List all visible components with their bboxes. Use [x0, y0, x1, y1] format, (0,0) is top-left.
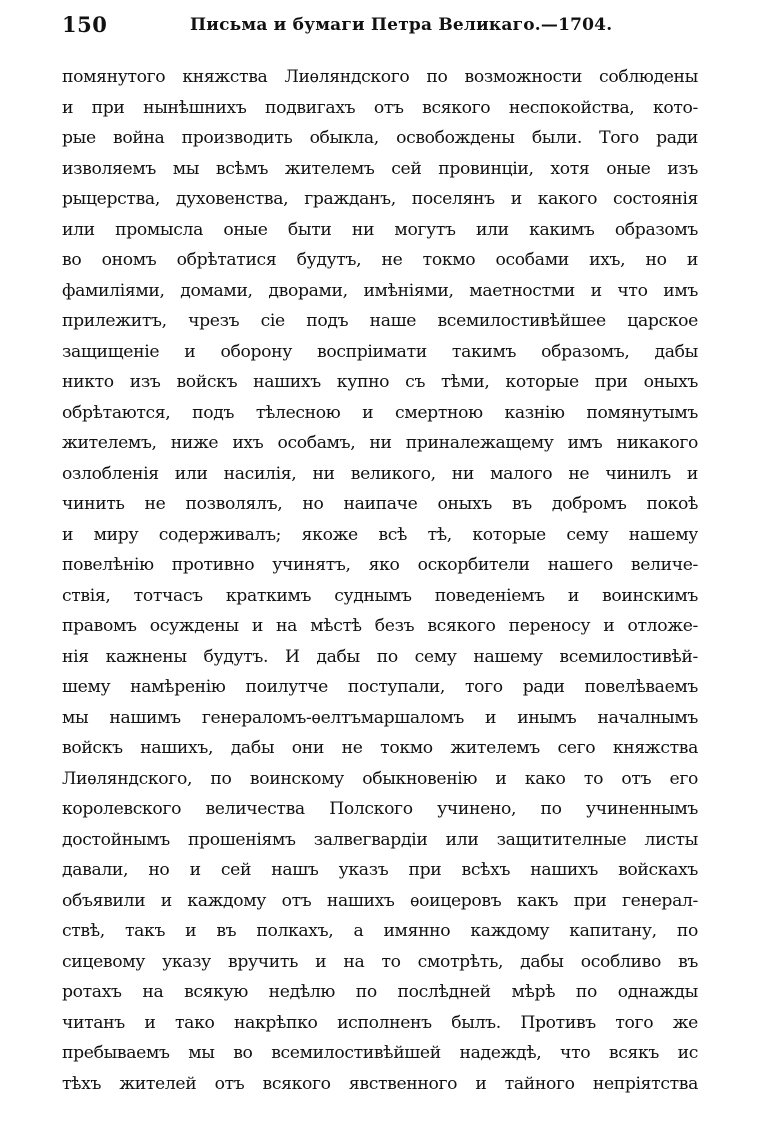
text-line: прилежитъ, чрезъ сіе подъ наше всемилостивѣйшее царское: [62, 311, 698, 331]
text-line: и при нынѣшнихъ подвигахъ отъ всякого неспокойства, кото-: [62, 97, 698, 118]
text-line: читанъ и тако накрѣпко исполненъ былъ. Противъ того же: [62, 1012, 698, 1033]
text-line: объявили и каждому отъ нашихъ ѳоицеровъ какъ при генерал-: [62, 890, 698, 911]
text-line: обрѣтаются, подъ тѣлесною и смертною казнію помянутымъ: [62, 402, 698, 423]
text-line: изволяемъ мы всѣмъ жителемъ сей провинціи, хотя оные изъ: [62, 158, 698, 179]
running-title: Письма и бумаги Петра Великаго.—1704.: [190, 15, 613, 35]
text-line: Лиѳляндского, по воинскому обыкновенію и како то отъ его: [62, 768, 698, 789]
body-text: [62, 62, 698, 1099]
text-line: достойнымъ прошеніямъ залвегвардіи или защитителные листы: [62, 829, 698, 850]
text-line: во ономъ обрѣтатися будутъ, не токмо особами ихъ, но и: [62, 250, 698, 270]
text-line: помянутого княжства Лиѳляндского по возможности соблюдены: [62, 67, 698, 87]
text-line: чинить не позволялъ, но наипаче оныхъ въ добромъ покоѣ: [62, 494, 698, 514]
text-line: или промысла оные быти ни могутъ или какимъ образомъ: [62, 219, 698, 240]
text-line: рыцерства, духовенства, гражданъ, поселянъ и какого состоянія: [62, 189, 698, 209]
text-line: мы нашимъ генераломъ-ѳелтъмаршаломъ и инымъ началнымъ: [62, 707, 698, 728]
text-line: повелѣнію противно учинятъ, яко оскорбители нашего величе-: [62, 555, 698, 575]
text-line: тѣхъ жителей отъ всякого явственного и тайного непріятства: [62, 1073, 698, 1094]
text-line: пребываемъ мы во всемилостивѣйшей надеждѣ, что всякъ ис: [62, 1043, 698, 1063]
text-line: ствѣ, такъ и въ полкахъ, а имянно каждому капитану, по: [62, 921, 698, 941]
page-number: 150: [62, 12, 108, 37]
text-line: никто изъ войскъ нашихъ купно съ тѣми, которые при оныхъ: [62, 372, 698, 392]
text-line: жителемъ, ниже ихъ особамъ, ни приналежащему имъ никакого: [62, 433, 698, 453]
text-line: нія кажнены будутъ. И дабы по сему нашему всемилостивѣй-: [62, 646, 698, 667]
running-header: [62, 8, 698, 42]
text-line: королевского величества Полского учинено, по учиненнымъ: [62, 799, 698, 819]
text-line: давали, но и сей нашъ указъ при всѣхъ нашихъ войскахъ: [62, 860, 698, 880]
text-line: ствія, тотчасъ краткимъ суднымъ поведеніемъ и воинскимъ: [62, 585, 698, 606]
text-line: войскъ нашихъ, дабы они не токмо жителемъ сего княжства: [62, 738, 698, 758]
text-line: озлобленія или насилія, ни великого, ни малого не чинилъ и: [62, 463, 698, 484]
text-line: сицевому указу вручить и на то смотрѣть, дабы особливо въ: [62, 951, 698, 972]
text-line: и миру содерживалъ; якоже всѣ тѣ, которые сему нашему: [62, 524, 698, 545]
text-line: ротахъ на всякую недѣлю по послѣдней мѣрѣ по однажды: [62, 982, 698, 1002]
text-line: правомъ осуждены и на мѣстѣ безъ всякого переносу и отложе-: [62, 616, 698, 636]
text-line: шему намѣренію поилутче поступали, того ради повелѣваемъ: [62, 677, 698, 697]
text-line: фамиліями, домами, дворами, имѣніями, маетностми и что имъ: [62, 280, 698, 301]
text-line: рые война производить обыкла, освобождены были. Того ради: [62, 128, 698, 148]
text-line: защищеніе и оборону воспріимати такимъ образомъ, дабы: [62, 341, 698, 362]
